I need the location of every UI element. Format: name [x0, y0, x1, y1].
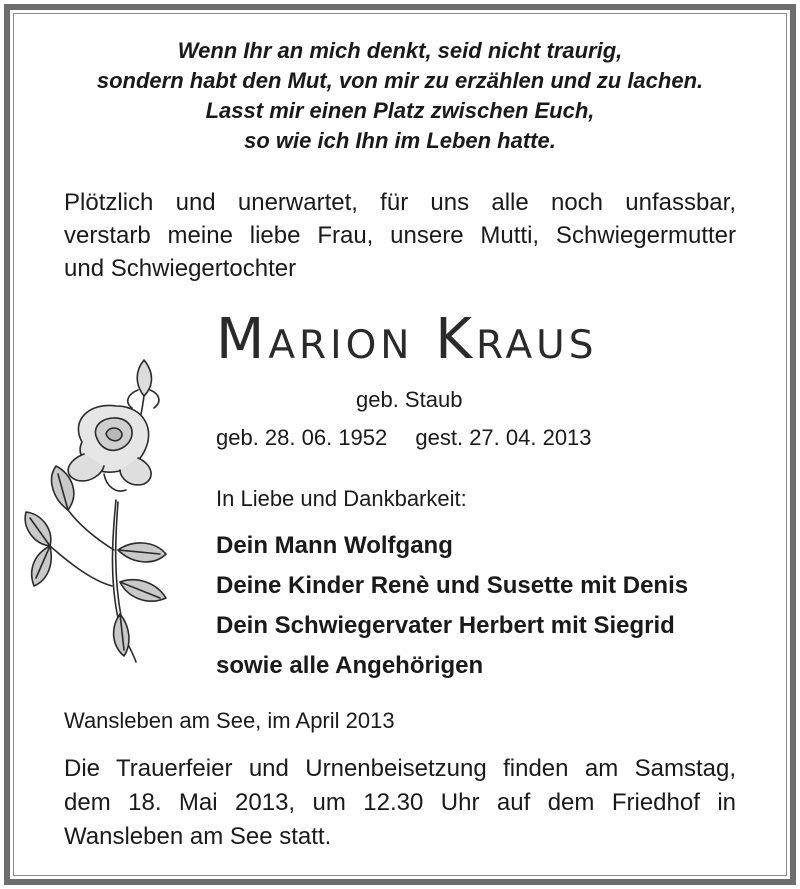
intro-line: Plötzlich und unerwartet, für uns alle noch unfassbar,	[64, 189, 736, 216]
death-date: gest. 27. 04. 2013	[415, 425, 592, 450]
rose-illustration-icon	[20, 350, 200, 670]
mourners-list	[216, 526, 688, 686]
memorial-quote	[40, 36, 760, 156]
mourner-entry: Deine Kinder Renè und Susette mit Denis	[216, 572, 689, 599]
gratitude-line: In Liebe und Dankbarkeit:	[216, 486, 467, 511]
mourner-entry: sowie alle Angehörigen	[216, 652, 484, 679]
intro-line: verstarb meine liebe Frau, unsere Mutti, Schwiegermutter	[64, 222, 736, 249]
funeral-details	[64, 752, 736, 854]
quote-line: sondern habt den Mut, von mir zu erzählen und zu lachen.	[96, 68, 704, 93]
deceased-name: Marion Kraus	[216, 307, 598, 372]
intro-line: und Schwiegertochter	[64, 255, 297, 282]
funeral-line: Wansleben am See statt.	[64, 823, 332, 850]
quote-line: Wenn Ihr an mich denkt, seid nicht traurig,	[177, 38, 623, 63]
mourner-entry: Dein Schwiegervater Herbert mit Siegrid	[216, 612, 675, 639]
life-dates	[216, 424, 592, 452]
funeral-line: Die Trauerfeier und Urnenbeisetzung finden am Samstag,	[64, 755, 736, 782]
quote-line: Lasst mir einen Platz zwischen Euch,	[205, 98, 595, 123]
mourner-entry: Dein Mann Wolfgang	[216, 532, 453, 559]
intro-text	[64, 186, 736, 285]
quote-line: so wie ich Ihn im Leben hatte.	[244, 128, 556, 153]
place-and-date: Wansleben am See, im April 2013	[64, 708, 395, 733]
birth-date: geb. 28. 06. 1952	[216, 425, 388, 450]
funeral-line: dem 18. Mai 2013, um 12.30 Uhr auf dem Friedhof in	[64, 789, 736, 816]
maiden-name: geb. Staub	[356, 387, 463, 412]
